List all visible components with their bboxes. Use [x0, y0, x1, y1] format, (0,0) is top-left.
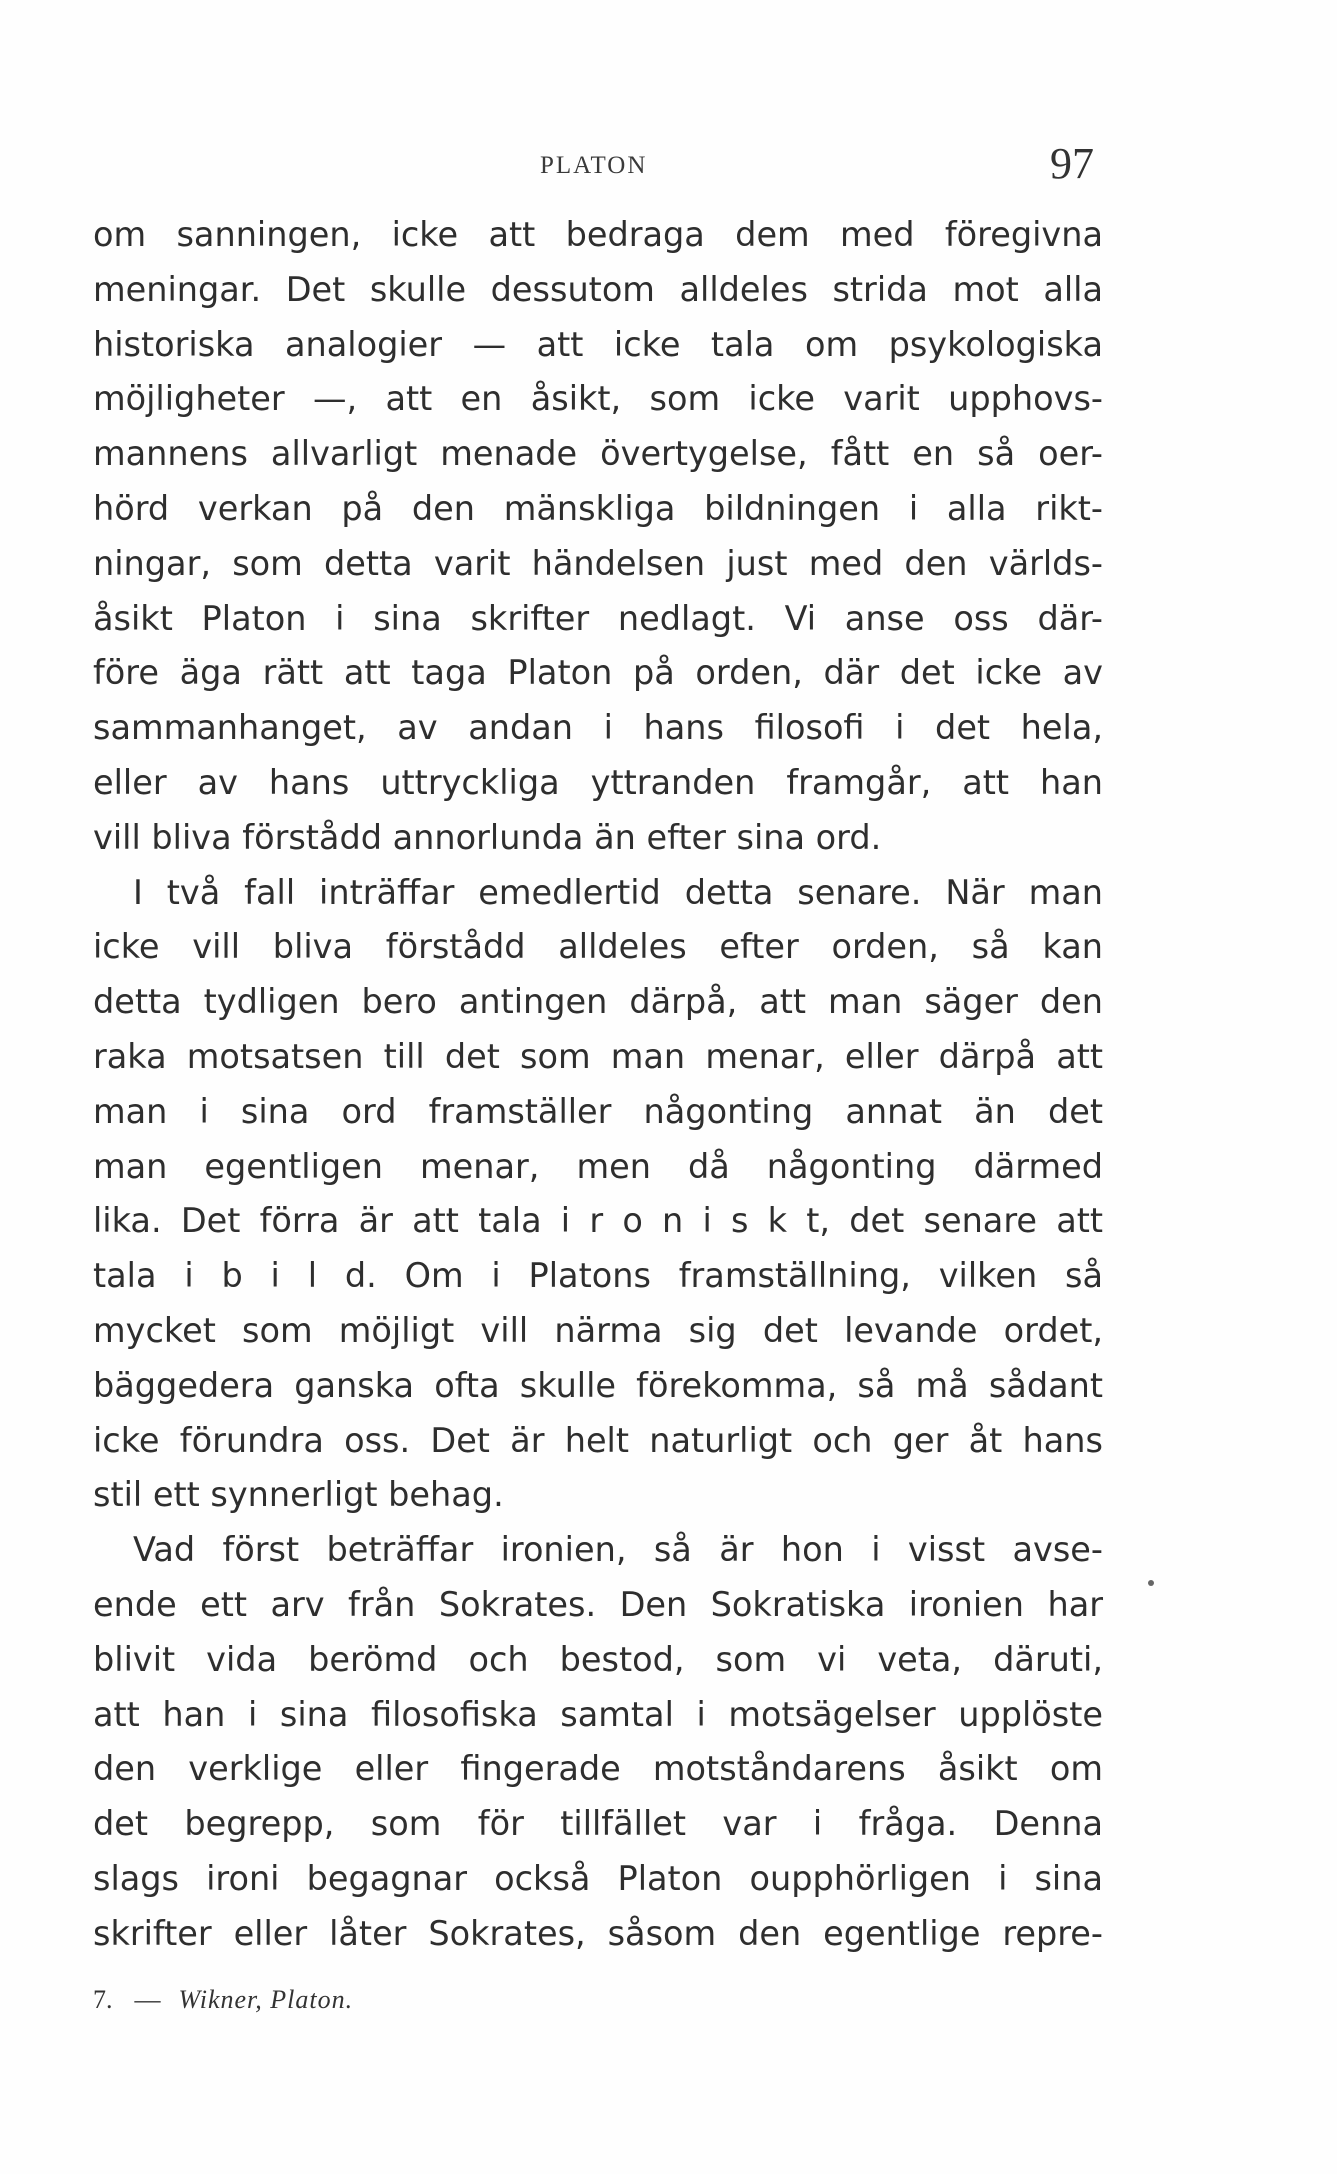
text-line: historiska analogier — att icke tala om psykologiska — [93, 324, 1103, 364]
text-line: ningar, som detta varit händelsen just med den världs- — [93, 543, 1103, 583]
text-line: vill bliva förstådd annorlunda än efter sina ord. — [93, 817, 882, 857]
book-reference: Wikner, Platon. — [178, 1985, 354, 2014]
text-line: mycket som möjligt vill närma sig det levande ordet, — [93, 1310, 1103, 1350]
text-line: meningar. Det skulle dessutom alldeles strida mot alla — [93, 269, 1103, 309]
text-line: bäggedera ganska ofta skulle förekomma, så må sådant — [93, 1365, 1103, 1405]
text-line: blivit vida berömd och bestod, som vi veta, däruti, — [93, 1639, 1103, 1679]
text-line: lika. Det förra är att tala i r o n i s k t, det senare att — [93, 1201, 1103, 1241]
text-line: raka motsatsen till det som man menar, eller därpå att — [93, 1036, 1103, 1076]
signature-mark: 7. — [93, 1985, 113, 2014]
text-line: man egentligen menar, men då någonting därmed — [93, 1146, 1103, 1186]
text-line: att han i sina filosofiska samtal i motsägelser upplöste — [93, 1694, 1103, 1734]
text-line: eller av hans uttryckliga yttranden framgår, att han — [93, 762, 1103, 802]
text-line: tala i b i l d. Om i Platons framställning, vilken så — [93, 1256, 1103, 1296]
ink-speck — [1148, 1580, 1154, 1586]
text-line: skrifter eller låter Sokrates, såsom den egentlige repre- — [93, 1913, 1103, 1953]
text-line: ende ett arv från Sokrates. Den Sokratiska ironien har — [93, 1584, 1103, 1624]
text-line: hörd verkan på den mänskliga bildningen i alla rikt- — [93, 488, 1103, 528]
text-line: icke förundra oss. Det är helt naturligt och ger åt hans — [93, 1420, 1103, 1460]
footer-dash: — — [134, 1985, 161, 2014]
page-footer — [93, 1985, 353, 2015]
running-header — [0, 138, 1337, 198]
text-line: stil ett synnerligt behag. — [93, 1475, 504, 1515]
text-line: åsikt Platon i sina skrifter nedlagt. Vi anse oss där- — [93, 598, 1103, 638]
body-text — [93, 208, 1103, 1962]
running-title: PLATON — [540, 152, 648, 179]
text-line: icke vill bliva förstådd alldeles efter orden, så kan — [93, 927, 1103, 967]
text-line: möjligheter —, att en åsikt, som icke varit upphovs- — [93, 379, 1103, 419]
text-line: I två fall inträffar emedlertid detta senare. När man — [133, 872, 1103, 912]
text-line: sammanhanget, av andan i hans filosofi i det hela, — [93, 708, 1103, 748]
text-line: man i sina ord framställer någonting annat än det — [93, 1091, 1103, 1131]
text-line: detta tydligen bero antingen därpå, att man säger den — [93, 982, 1103, 1022]
text-line: mannens allvarligt menade övertygelse, fått en så oer- — [93, 434, 1103, 474]
text-line: om sanningen, icke att bedraga dem med föregivna — [93, 215, 1103, 254]
text-line: före äga rätt att taga Platon på orden, där det icke av — [93, 653, 1103, 693]
text-line: den verklige eller fingerade motståndarens åsikt om — [93, 1749, 1103, 1789]
text-line: slags ironi begagnar också Platon oupphörligen i sina — [93, 1858, 1103, 1898]
text-line: Vad först beträffar ironien, så är hon i visst avse- — [133, 1530, 1103, 1570]
text-line: det begrepp, som för tillfället var i fråga. Denna — [93, 1804, 1103, 1844]
page-number: 97 — [1050, 139, 1094, 188]
